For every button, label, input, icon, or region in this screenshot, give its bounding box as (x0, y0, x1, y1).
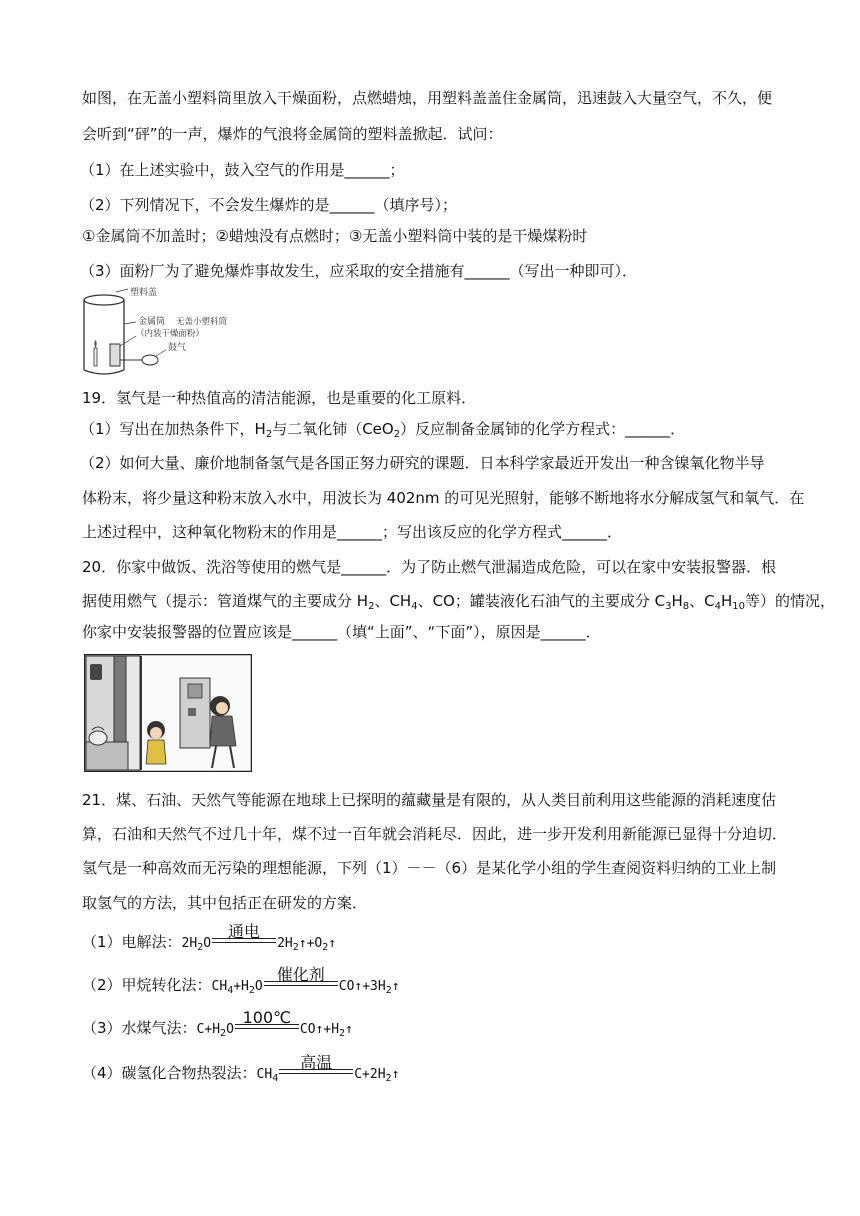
gas-alarm-kitchen-illustration (84, 654, 252, 772)
condition-text: 100℃ (242, 1008, 292, 1027)
text: H (671, 592, 683, 610)
p18-intro-line1: 如图，在无盖小塑料筒里放入干燥面粉，点燃蜡烛，用塑料盖盖住金属筒，迅速鼓入大量空气，不久，便 (82, 89, 773, 107)
method-hydrocarbon-cracking (82, 1053, 400, 1085)
text: 据使用燃气（提示：管道煤气的主要成分 H (82, 592, 369, 610)
text: 等）的情况， (745, 592, 836, 610)
subscript: 4 (272, 1073, 279, 1084)
text: 、C (689, 592, 715, 610)
text: CO↑+3H (338, 979, 386, 994)
method-label: （3）水煤气法： (82, 1019, 197, 1037)
subscript: 3 (665, 601, 672, 612)
subscript: 4 (411, 601, 418, 612)
p18-question-3: （3）面粉厂为了避免爆炸事故发生，应采取的安全措施有______（写出一种即可）． (80, 262, 638, 280)
text: C+H (196, 1022, 221, 1037)
text: ）反应制备金属铈的化学方程式：______． (400, 420, 686, 438)
p20-line1: 20．你家中做饭、洗浴等使用的燃气是______．为了防止燃气泄漏造成危险，可以在家中安装报警器．根 (82, 558, 777, 576)
text: ↑ (391, 1067, 400, 1082)
cup-note-label: （内装干燥面粉） (136, 329, 205, 339)
subscript: 2 (322, 942, 329, 953)
subscript: 8 (682, 601, 690, 612)
equation (196, 1008, 353, 1039)
p21-line1: 21．煤、石油、天然气等能源在地球上已探明的蕴藏量是有限的，从人类目前利用这些能源的消耗速度估 (82, 791, 777, 809)
text: 2H (277, 936, 293, 951)
subscript: 2 (368, 601, 375, 612)
text: 、CH (374, 592, 412, 610)
subscript: 2 (339, 1028, 346, 1039)
condition-text: 通电 (228, 922, 261, 941)
text: ↑ (345, 1022, 353, 1037)
method-label: （1）电解法： (82, 933, 182, 951)
equation (211, 965, 400, 996)
equation (181, 922, 337, 953)
text: CH (256, 1067, 273, 1082)
text: CO↑+H (299, 1022, 340, 1037)
subscript: 2 (385, 1073, 392, 1084)
subscript: 4 (227, 985, 234, 996)
text: O (254, 979, 263, 994)
p19-question-2-line2: 体粉末，将少量这种粉末放入水中，用波长为 402nm 的可见光照射，能够不断地将水分解成氢气和氧气．在 (82, 489, 805, 507)
p20-line2 (82, 591, 835, 611)
air-label: 鼓气 (168, 343, 187, 353)
subscript: 2 (265, 429, 273, 440)
p18-intro-line2: 会听到“砰”的一声，爆炸的气浪将金属筒的塑料盖掀起．试问： (82, 125, 503, 143)
p21-line3: 氢气是一种高效而无污染的理想能源，下列（1）－－（6）是某化学小组的学生查阅资料归纳的工业上制 (82, 859, 777, 877)
cup-label: 无盖小塑料筒 (176, 317, 228, 327)
text: H (721, 592, 733, 610)
reaction-condition (235, 1008, 299, 1040)
p19-question-2-line1: （2）如何大量、廉价地制备氢气是各国正努力研究的课题．日本科学家最近开发出一种含镍氧化物半导 (80, 454, 765, 472)
method-water-gas (82, 1008, 353, 1040)
subscript: 2 (220, 1028, 227, 1039)
p18-question-1: （1）在上述实验中，鼓入空气的作用是______； (80, 161, 405, 179)
subscript: 2 (393, 429, 401, 440)
subscript: 2 (385, 985, 392, 996)
reaction-condition (264, 965, 338, 997)
subscript: 2 (248, 985, 255, 996)
text: ↑+O (298, 936, 323, 951)
text: CH (211, 979, 228, 994)
p18-options: ①金属筒不加盖时；②蜡烛没有点燃时；③无盖小塑料筒中装的是干燥煤粉时 (82, 227, 588, 245)
text: O (203, 936, 212, 951)
subscript: 4 (714, 601, 721, 612)
p21-line2: 算，石油和天然气不过几十年，煤不过一百年就会消耗尽．因此，进一步开发利用新能源已显得十分迫切． (82, 825, 788, 843)
p18-question-2: （2）下列情况下，不会发生爆炸的是______（填序号）； (80, 196, 458, 214)
method-label: （2）甲烷转化法： (82, 976, 212, 994)
p19-question-1 (80, 419, 685, 439)
text: O (226, 1022, 234, 1037)
subscript: 2 (197, 942, 204, 953)
can-label: 金属筒 (138, 317, 166, 327)
reaction-condition (212, 922, 276, 954)
text: ↑ (391, 979, 400, 994)
lid-label: 塑料盖 (130, 288, 158, 298)
condition-text: 高温 (300, 1053, 333, 1072)
method-label: （4）碳氢化合物热裂法： (82, 1064, 257, 1082)
text: 、CO；罐装液化石油气的主要成分 C (417, 592, 666, 610)
text: 2H (181, 936, 198, 951)
subscript: 2 (292, 942, 299, 953)
p21-line4: 取氢气的方法，其中包括正在研发的方案． (82, 894, 368, 912)
p20-line3: 你家中安装报警器的位置应该是______（填“上面”、“下面”），原因是______． (82, 623, 601, 641)
method-methane-conversion (82, 965, 400, 997)
subscript: 10 (732, 601, 746, 612)
text: C+2H (354, 1067, 386, 1082)
equation (256, 1053, 400, 1084)
p19-title: 19．氢气是一种热值高的清洁能源，也是重要的化工原料． (82, 389, 477, 407)
dust-explosion-apparatus-figure (80, 286, 260, 382)
reaction-condition (279, 1053, 353, 1085)
p19-question-2-line3: 上述过程中，这种氧化物粉末的作用是______；写出该反应的化学方程式______． (82, 523, 623, 541)
condition-text: 催化剂 (276, 965, 325, 984)
text: ↑ (328, 936, 337, 951)
text: +H (233, 979, 249, 994)
text: （1）写出在加热条件下，H (80, 420, 266, 438)
text: 与二氧化铈（CeO (272, 420, 394, 438)
method-electrolysis (82, 922, 337, 954)
